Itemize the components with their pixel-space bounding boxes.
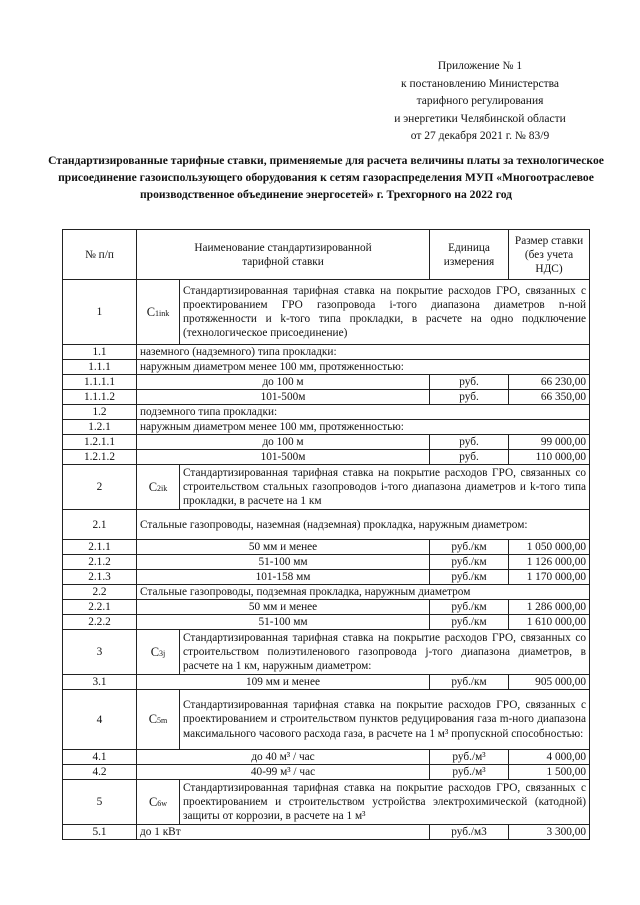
rate-code: [137, 630, 180, 675]
table-row: [63, 345, 590, 360]
rate-code: [137, 280, 180, 345]
rate-description: Стандартизированная тарифная ставка на покрытие расходов ГРО, связанных с проектированием и строительством пунктов редуцирования газа m-ного диапазона максимального часового расхода газа, в расчете на 1 м³ пропускной способностью:: [180, 690, 590, 750]
item-label: 51-100 мм: [137, 615, 430, 630]
item-label: до 100 м: [137, 375, 430, 390]
row-number: 1.1: [63, 345, 137, 360]
rate-code-letter: C: [146, 304, 156, 319]
rate-value: 1 126 000,00: [509, 555, 590, 570]
appendix-line: от 27 декабря 2021 г. № 83/9: [410, 130, 550, 142]
rate-description: Стандартизированная тарифная ставка на покрытие расходов ГРО, связанных с проектированием и строительством устройства электрохимической (катодной) защиты от коррозии, в расчете на 1 м³: [180, 780, 590, 825]
rate-code: [137, 465, 180, 510]
item-label: 101-500м: [137, 450, 430, 465]
unit-cell: руб.: [430, 450, 509, 465]
table-row: [63, 750, 590, 765]
item-label: до 100 м: [137, 435, 430, 450]
rate-description: Стандартизированная тарифная ставка на покрытие расходов ГРО, связанных со строительством стальных газопроводов i-того диапазона диаметров и k-того типа прокладки, в расчете на 1 км: [180, 465, 590, 510]
table-row: [63, 600, 590, 615]
row-number: 1.2: [63, 405, 137, 420]
rate-code-letter: C: [148, 794, 158, 809]
unit-cell: руб./км: [430, 675, 509, 690]
row-number: 4.1: [63, 750, 137, 765]
table-row: [63, 465, 590, 510]
rate-code: [137, 690, 180, 750]
table-row: [63, 615, 590, 630]
item-label: 109 мм и менее: [137, 675, 430, 690]
header-num: № п/п: [63, 230, 137, 280]
table-row: [63, 825, 590, 840]
rate-value: 1 286 000,00: [509, 600, 590, 615]
rate-value: 905 000,00: [509, 675, 590, 690]
table-row: [63, 405, 590, 420]
table-row: [63, 280, 590, 345]
unit-cell: руб.: [430, 435, 509, 450]
tariff-table: [62, 229, 590, 840]
row-number: 2.2.2: [63, 615, 137, 630]
table-header-row: [63, 230, 590, 280]
header-unit: Единица измерения: [430, 230, 509, 280]
appendix-line: Приложение № 1: [437, 60, 523, 72]
table-row: [63, 360, 590, 375]
table-row: [63, 630, 590, 675]
table-row: [63, 540, 590, 555]
table-row: [63, 450, 590, 465]
rate-code-index: 3j: [159, 648, 166, 658]
section-label: наземного (надземного) типа прокладки:: [137, 345, 590, 360]
rate-code: [137, 780, 180, 825]
section-label: Стальные газопроводы, подземная прокладка, наружным диаметром: [137, 585, 590, 600]
rate-value: 66 350,00: [509, 390, 590, 405]
row-number: 1.1.1.2: [63, 390, 137, 405]
row-number: 2: [63, 465, 137, 510]
rate-code-index: 1ink: [155, 308, 170, 318]
unit-cell: руб./м3: [430, 825, 509, 840]
document-title: Стандартизированные тарифные ставки, применяемые для расчета величины платы за технологическое присоединение газоиспользующего оборудования к сетям газораспределения МУП «Многоотраслевое производственное объединение энергосетей» г. Трехгорного на 2022 год: [48, 154, 604, 201]
table-row: [63, 570, 590, 585]
rate-value: 110 000,00: [509, 450, 590, 465]
row-number: 2.2.1: [63, 600, 137, 615]
row-number: 4: [63, 690, 137, 750]
header-rate: Размер ставки (без учета НДС): [509, 230, 590, 280]
section-label: Стальные газопроводы, наземная (надземная) прокладка, наружным диаметром:: [137, 510, 590, 540]
item-label: 50 мм и менее: [137, 600, 430, 615]
rate-code-letter: C: [148, 479, 158, 494]
row-number: 2.1: [63, 510, 137, 540]
table-row: [63, 510, 590, 540]
rate-value: 1 500,00: [509, 765, 590, 780]
unit-cell: руб./км: [430, 615, 509, 630]
row-number: 1.1.1.1: [63, 375, 137, 390]
rate-code-index: 5m: [157, 716, 168, 725]
rate-description: Стандартизированная тарифная ставка на покрытие расходов ГРО, связанных с проектированием ГРО газопровода i-того диапазона диаметров n-ной протяженности и k-того типа прокладки, в расчете на одно подключение (технологическое присоединение): [180, 280, 590, 345]
appendix-line: к постановлению Министерства: [400, 77, 559, 90]
table-row: [63, 375, 590, 390]
rate-description: Стандартизированная тарифная ставка на покрытие расходов ГРО, связанных со строительством полиэтиленового газопровода j-того диапазона диаметров, в расчете на 1 км, наружным диаметром:: [180, 630, 590, 675]
section-label: наружным диаметром менее 100 мм, протяженностью:: [137, 420, 590, 435]
item-label: 50 мм и менее: [137, 540, 430, 555]
table-row: [63, 420, 590, 435]
appendix-line: тарифного регулирования: [416, 95, 544, 107]
row-number: 1.2.1.1: [63, 435, 137, 450]
table-row: [63, 675, 590, 690]
item-label: 40-99 м³ / час: [137, 765, 430, 780]
item-label: 51-100 мм: [137, 555, 430, 570]
item-label: 101-500м: [137, 390, 430, 405]
unit-cell: руб./км: [430, 600, 509, 615]
rate-value: 99 000,00: [509, 435, 590, 450]
rate-value: 1 170 000,00: [509, 570, 590, 585]
row-number: 3.1: [63, 675, 137, 690]
appendix-line: и энергетики Челябинской области: [394, 112, 566, 125]
table-row: [63, 765, 590, 780]
table-row: [63, 555, 590, 570]
rate-value: 4 000,00: [509, 750, 590, 765]
item-label: до 1 кВт: [137, 825, 430, 840]
row-number: 5.1: [63, 825, 137, 840]
rate-code-letter: C: [148, 712, 158, 726]
unit-cell: руб./км: [430, 540, 509, 555]
row-number: 1: [63, 280, 137, 345]
item-label: до 40 м³ / час: [137, 750, 430, 765]
table-row: [63, 390, 590, 405]
unit-cell: руб.: [430, 390, 509, 405]
row-number: 4.2: [63, 765, 137, 780]
unit-cell: руб./м³: [430, 750, 509, 765]
table-row: [63, 585, 590, 600]
section-label: наружным диаметром менее 100 мм, протяженностью:: [137, 360, 590, 375]
unit-cell: руб./км: [430, 555, 509, 570]
unit-cell: руб./км: [430, 570, 509, 585]
row-number: 2.1.1: [63, 540, 137, 555]
rate-code-index: 2ik: [157, 483, 168, 493]
table-row: [63, 435, 590, 450]
section-label: подземного типа прокладки:: [137, 405, 590, 420]
rate-value: 3 300,00: [509, 825, 590, 840]
unit-cell: руб./м³: [430, 765, 509, 780]
row-number: 5: [63, 780, 137, 825]
appendix-header: [340, 58, 620, 146]
row-number: 1.2.1.2: [63, 450, 137, 465]
row-number: 1.1.1: [63, 360, 137, 375]
header-name: Наименование стандартизированной тарифной ставки: [137, 230, 430, 280]
row-number: 3: [63, 630, 137, 675]
row-number: 2.1.3: [63, 570, 137, 585]
unit-cell: руб.: [430, 375, 509, 390]
table-row: [63, 690, 590, 750]
rate-code-index: 6w: [157, 798, 168, 808]
rate-code-letter: C: [150, 644, 160, 659]
table-row: [63, 780, 590, 825]
row-number: 2.1.2: [63, 555, 137, 570]
rate-value: 1 050 000,00: [509, 540, 590, 555]
row-number: 1.2.1: [63, 420, 137, 435]
table-body: [63, 280, 590, 840]
rate-value: 66 230,00: [509, 375, 590, 390]
row-number: 2.2: [63, 585, 137, 600]
item-label: 101-158 мм: [137, 570, 430, 585]
rate-value: 1 610 000,00: [509, 615, 590, 630]
